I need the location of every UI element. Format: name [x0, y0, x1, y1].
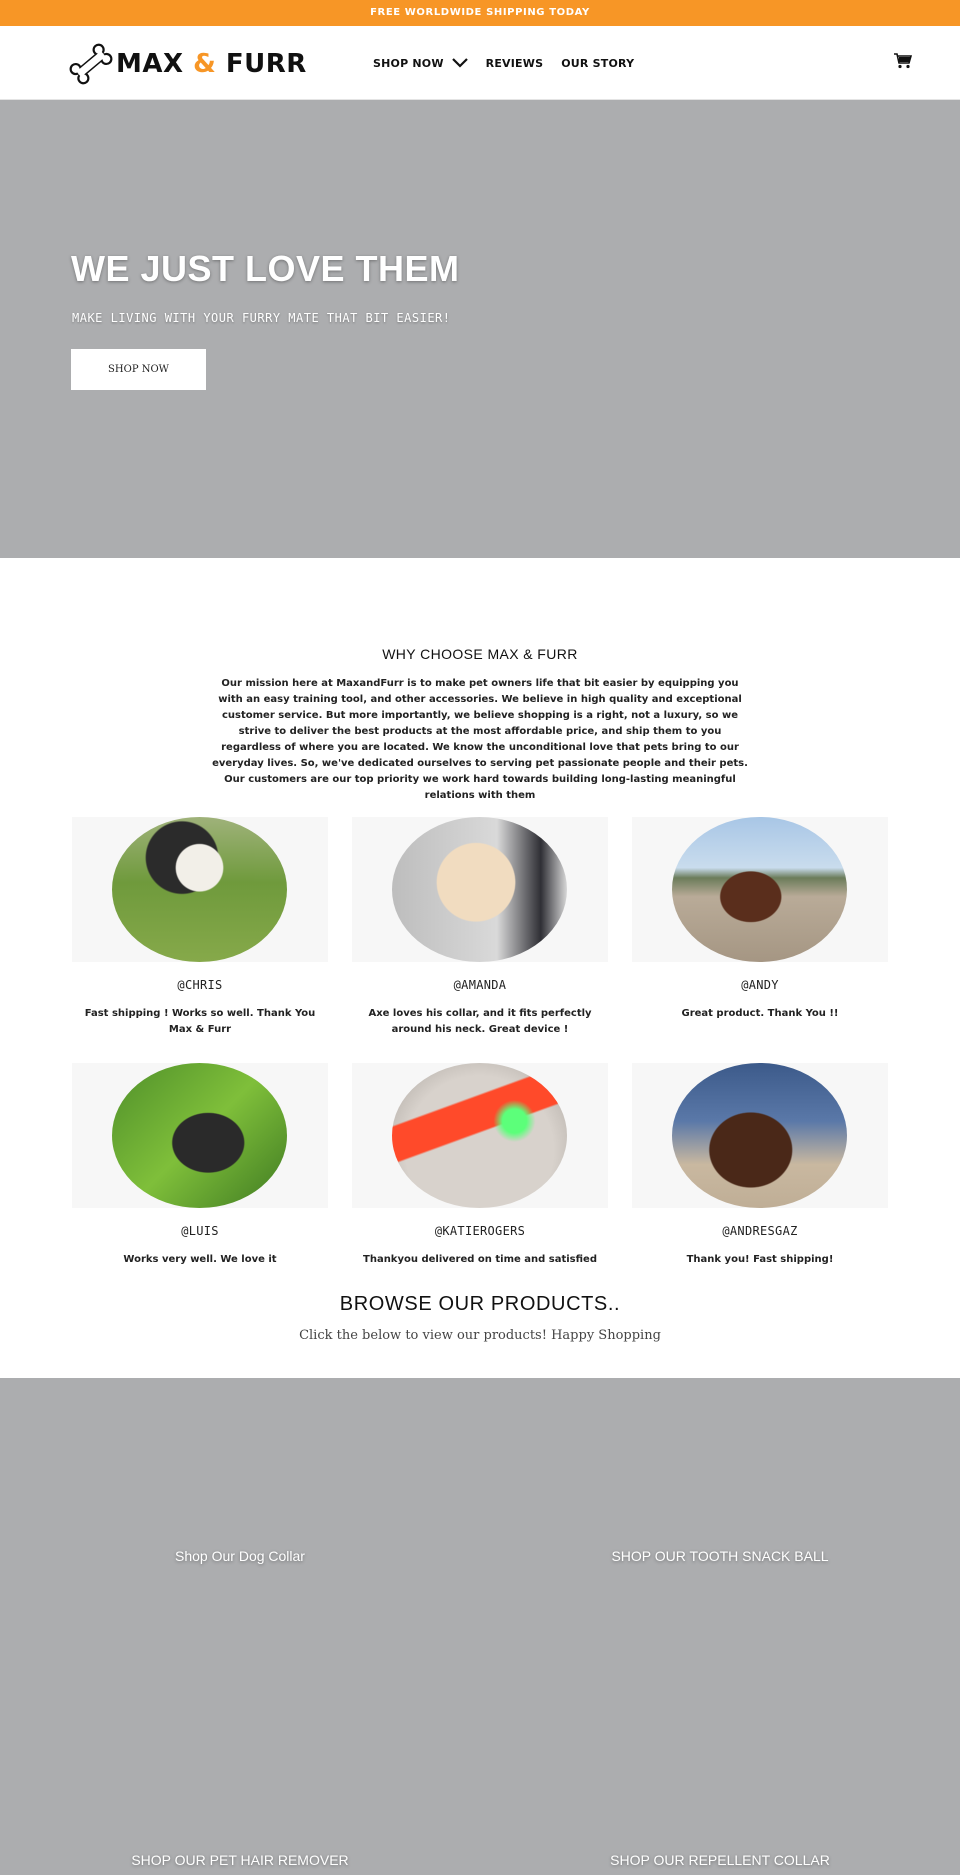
announcement-bar: FREE WORLDWIDE SHIPPING TODAY — [0, 0, 960, 26]
chevron-down-icon — [452, 58, 468, 68]
main-nav — [373, 26, 652, 100]
testimonial-handle: @KATIEROGERS — [434, 1224, 526, 1238]
hero-subtitle: MAKE LIVING WITH YOUR FURRY MATE THAT BIT EASIER! — [72, 311, 451, 325]
hero-shop-now-button[interactable]: SHOP NOW — [71, 349, 206, 390]
testimonial-card — [632, 1063, 888, 1309]
nav-shop-now[interactable] — [373, 57, 468, 70]
collection-repellent-collar[interactable]: SHOP OUR REPELLENT COLLAR — [610, 1852, 830, 1868]
logo-ampersand: & — [193, 49, 217, 79]
dog-photo — [632, 817, 888, 962]
why-title: WHY CHOOSE MAX & FURR — [382, 646, 578, 662]
testimonial-quote: Thankyou delivered on time and satisfied — [363, 1254, 597, 1265]
logo-max: MAX — [116, 49, 184, 79]
nav-our-story[interactable]: OUR STORY — [561, 56, 635, 70]
browse-products-section — [0, 1293, 960, 1343]
testimonial-card — [352, 817, 608, 1063]
dog-photo — [352, 1063, 608, 1208]
dog-photo — [632, 1063, 888, 1208]
collection-dog-collar[interactable]: Shop Our Dog Collar — [175, 1548, 305, 1564]
bone-icon — [68, 41, 114, 87]
testimonial-card — [352, 1063, 608, 1309]
testimonial-quote: Axe loves his collar, and it fits perfectly around his neck. Great device ! — [368, 1008, 592, 1035]
browse-title: BROWSE OUR PRODUCTS.. — [339, 1293, 621, 1315]
site-header — [0, 26, 960, 100]
collection-tooth-snack-ball[interactable]: SHOP OUR TOOTH SNACK BALL — [611, 1548, 829, 1564]
dog-photo — [72, 1063, 328, 1208]
testimonial-quote: Works very well. We love it — [123, 1254, 277, 1265]
logo-text — [116, 49, 307, 79]
collection-grid — [0, 1378, 960, 1875]
testimonials-grid — [72, 817, 888, 1309]
cart-icon — [894, 53, 912, 69]
dog-photo — [72, 817, 328, 962]
testimonial-handle: @AMANDA — [453, 978, 507, 992]
testimonial-quote: Fast shipping ! Works so well. Thank You Max & Furr — [84, 1008, 316, 1035]
nav-reviews[interactable]: REVIEWS — [485, 56, 544, 70]
testimonial-quote: Thank you! Fast shipping! — [686, 1254, 834, 1265]
logo-furr: FURR — [225, 49, 307, 79]
hero-banner — [0, 100, 960, 558]
nav-shop-now-label: SHOP NOW — [373, 56, 444, 70]
why-body: Our mission here at MaxandFurr is to make pet owners life that bit easier by equipping you with an easy training tool, and other accessories. We believe in high quality and exceptional customer service. But more importantly, we believe shopping is a right, not a luxury, so we strive to deliver the best products at the most affordable price, and ship them to you regardless of where you are located. We know the unconditional love that pets bring to our everyday lives. So, we've dedicated ourselves to serving pet passionate people and their pets. Our customers are our top priority we work hard towards building long-lasting meaningful relations with them — [212, 678, 748, 801]
testimonial-card — [632, 817, 888, 1063]
testimonial-handle: @ANDRESGAZ — [722, 1224, 798, 1238]
testimonial-handle: @LUIS — [181, 1224, 219, 1238]
why-choose-section — [0, 646, 960, 804]
hero-title: WE JUST LOVE THEM — [71, 248, 460, 289]
browse-subtitle: Click the below to view our products! Happy Shopping — [299, 1328, 661, 1343]
testimonial-handle: @ANDY — [741, 978, 779, 992]
logo[interactable] — [68, 39, 307, 89]
cart-button[interactable] — [894, 53, 912, 73]
dog-photo — [352, 817, 608, 962]
testimonial-handle: @CHRIS — [177, 978, 223, 992]
testimonial-quote: Great product. Thank You !! — [681, 1008, 839, 1019]
testimonial-card — [72, 817, 328, 1063]
collection-pet-hair-remover[interactable]: SHOP OUR PET HAIR REMOVER — [131, 1852, 349, 1868]
testimonial-card — [72, 1063, 328, 1309]
